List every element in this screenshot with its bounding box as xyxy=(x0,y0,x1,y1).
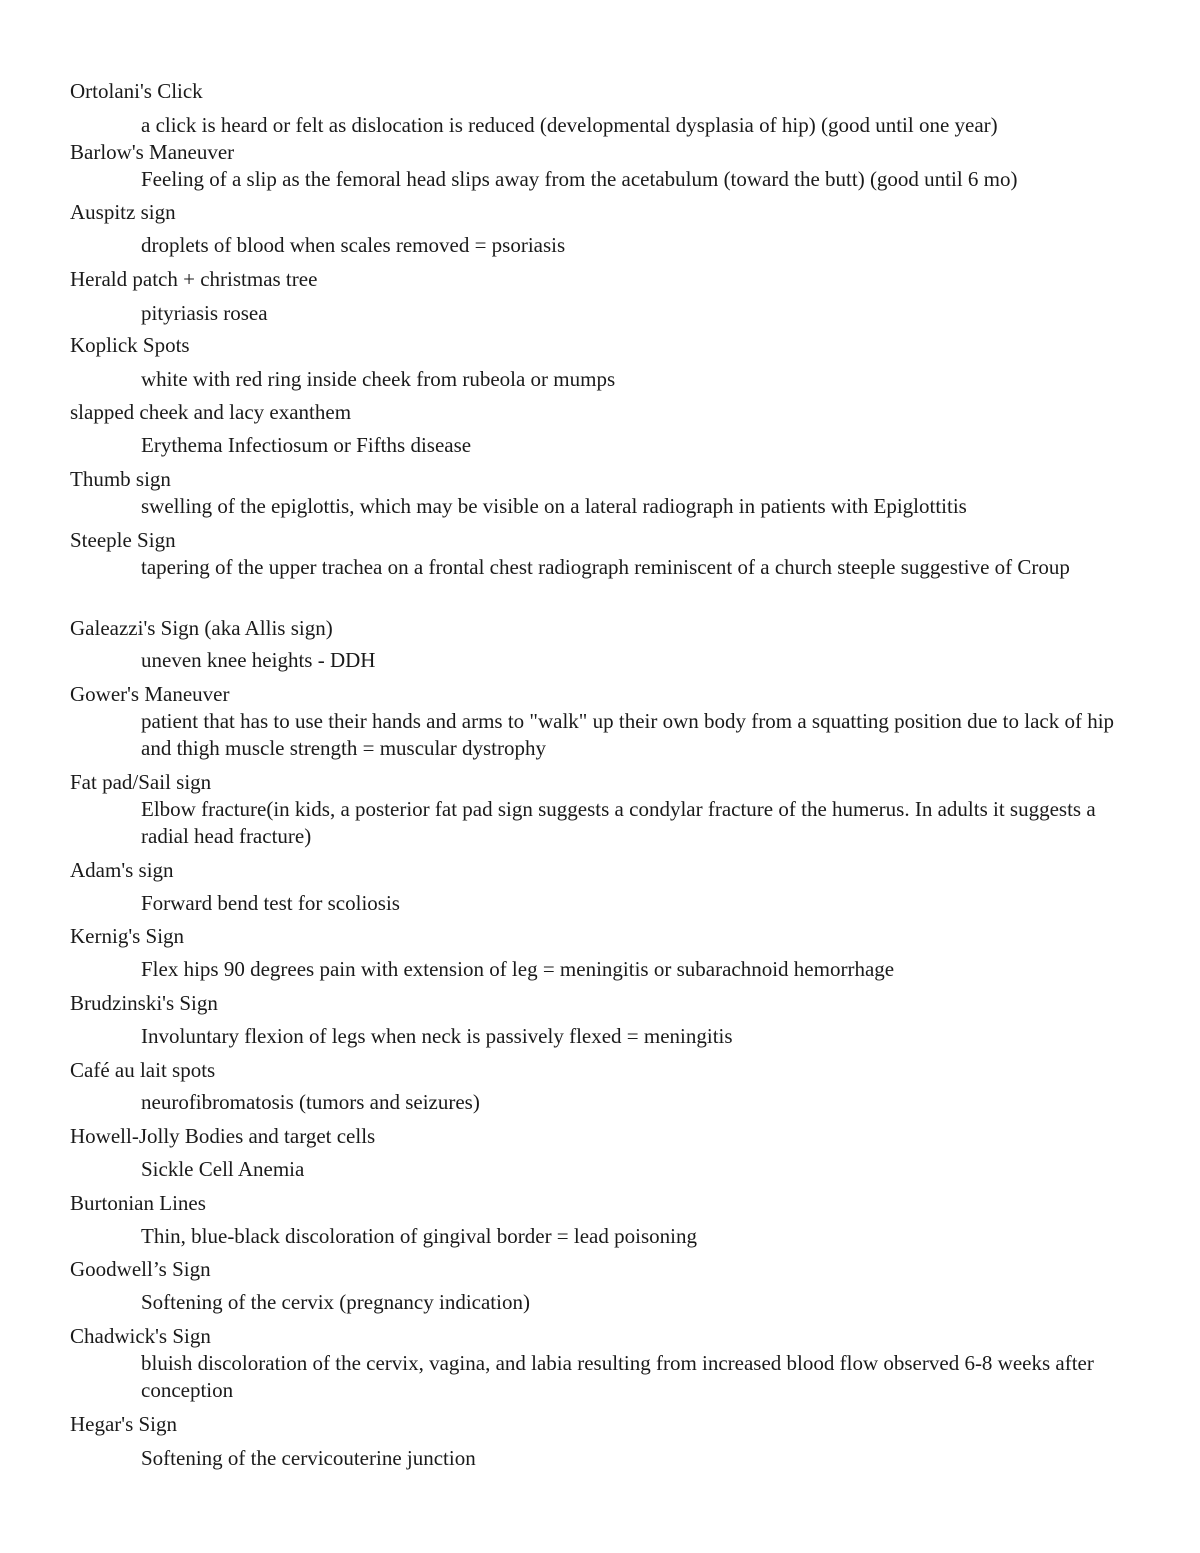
entry-term: Brudzinski's Sign xyxy=(70,991,218,1015)
entry-term: Herald patch + christmas tree xyxy=(70,267,318,291)
entry-definition: patient that has to use their hands and arms to "walk" up their own body from a squatting position due to lack of hip and thigh muscle strength = muscular dystrophy xyxy=(141,709,1120,760)
entry-definition: swelling of the epiglottis, which may be visible on a lateral radiograph in patients with Epiglottitis xyxy=(141,494,967,518)
entry-definition: droplets of blood when scales removed = psoriasis xyxy=(141,233,566,257)
entry-definition: Involuntary flexion of legs when neck is passively flexed = meningitis xyxy=(141,1024,733,1048)
entry-definition: Sickle Cell Anemia xyxy=(141,1157,305,1181)
entry-definition: uneven knee heights - DDH xyxy=(141,648,376,672)
entry-term: Thumb sign xyxy=(70,467,171,491)
entry-term: slapped cheek and lacy exanthem xyxy=(70,400,352,424)
entry-definition: Feeling of a slip as the femoral head slips away from the acetabulum (toward the butt) (good until 6 mo) xyxy=(141,167,1018,191)
entry-definition: pityriasis rosea xyxy=(141,301,268,325)
entry-term: Barlow's Maneuver xyxy=(70,140,235,164)
entry-definition: Softening of the cervicouterine junction xyxy=(141,1446,476,1470)
entry-term: Burtonian Lines xyxy=(70,1191,206,1215)
entry-term: Galeazzi's Sign (aka Allis sign) xyxy=(70,616,333,640)
entry-term: Koplick Spots xyxy=(70,333,190,357)
entry-term: Fat pad/Sail sign xyxy=(70,770,212,794)
entry-term: Goodwell’s Sign xyxy=(70,1257,211,1281)
entry-definition: a click is heard or felt as dislocation is reduced (developmental dysplasia of hip) (good until one year) xyxy=(141,113,998,137)
entry-term: Café au lait spots xyxy=(70,1058,216,1082)
entry-definition: Flex hips 90 degrees pain with extension of leg = meningitis or subarachnoid hemorrhage xyxy=(141,957,895,981)
entry-term: Adam's sign xyxy=(70,858,174,882)
entry-definition: neurofibromatosis (tumors and seizures) xyxy=(141,1090,480,1114)
entry-definition: Forward bend test for scoliosis xyxy=(141,891,400,915)
entry-definition: bluish discoloration of the cervix, vagina, and labia resulting from increased blood flow observed 6-8 weeks after conception xyxy=(141,1351,1100,1402)
entry-term: Gower's Maneuver xyxy=(70,682,230,706)
entry-definition: Erythema Infectiosum or Fifths disease xyxy=(141,433,472,457)
entry-definition: Softening of the cervix (pregnancy indication) xyxy=(141,1290,530,1314)
entry-term: Kernig's Sign xyxy=(70,924,185,948)
entry-definition: white with red ring inside cheek from rubeola or mumps xyxy=(141,367,616,391)
entry-definition: tapering of the upper trachea on a frontal chest radiograph reminiscent of a church steeple suggestive of Croup xyxy=(141,555,1070,579)
entry-term: Howell-Jolly Bodies and target cells xyxy=(70,1124,376,1148)
entry-term: Chadwick's Sign xyxy=(70,1324,211,1348)
entry-term: Steeple Sign xyxy=(70,528,176,552)
entry-definition: Thin, blue-black discoloration of gingival border = lead poisoning xyxy=(141,1224,697,1248)
entry-term: Auspitz sign xyxy=(70,200,176,224)
entry-term: Hegar's Sign xyxy=(70,1412,178,1436)
entry-term: Ortolani's Click xyxy=(70,79,203,103)
entry-definition: Elbow fracture(in kids, a posterior fat pad sign suggests a condylar fracture of the humerus. In adults it suggests a radial head fracture) xyxy=(141,797,1101,848)
